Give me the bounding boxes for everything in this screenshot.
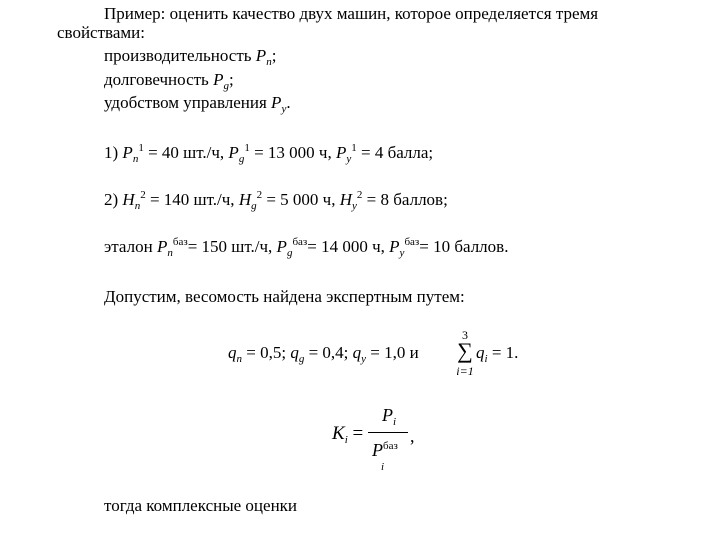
formula-trailing-comma: ,: [410, 426, 415, 446]
weights-values: $q_n = 0,5$; $q_g = 0,4$; $q_y = 1,0$ и: [228, 343, 419, 365]
formula-denominator-sub: i: [381, 461, 385, 473]
outro-text: тогда комплексные оценки: [104, 496, 298, 515]
sum-upper-limit: 3: [462, 328, 468, 342]
sum-sign: ∑: [457, 338, 473, 363]
sum-lower-limit: i=1: [456, 364, 474, 378]
intro-line-1: Пример: оценить качество двух машин, которое определяется тремя: [104, 4, 599, 23]
intro-line-2: свойствами:: [57, 23, 145, 42]
weights-intro: Допустим, весомость найдена экспертным путем:: [104, 287, 465, 306]
standard-values: эталон $P_n^{баз}= 150$ шт./ч, $P_g^{баз}= 14$ 000 ч, $P_y^{баз}= 10$ баллов.: [104, 236, 509, 259]
formula-lhs: $K_i$ =: [332, 423, 364, 446]
property-durability: долговечность $P_g$;: [104, 70, 234, 92]
property-usability: удобством управления $P_y$.: [104, 93, 291, 115]
machine-2-values: 2) $H_n^2 = 140$ шт./ч, $H_g^2 = 5$ 000 ч, $H_y^2 = 8$ баллов;: [104, 189, 448, 212]
formula-numerator: $P_i$: [382, 405, 397, 428]
property-productivity: производительность $P_n$;: [104, 46, 277, 68]
formula-denominator: $P^{баз}$: [372, 440, 398, 460]
sum-term: $q_i = 1$.: [476, 343, 519, 365]
fraction-bar: [368, 432, 408, 433]
machine-1-values: 1) $P_n^1 = 40$ шт./ч, $P_g^1 = 13$ 000 ч, $P_y^1 = 4$ балла;: [104, 142, 434, 165]
